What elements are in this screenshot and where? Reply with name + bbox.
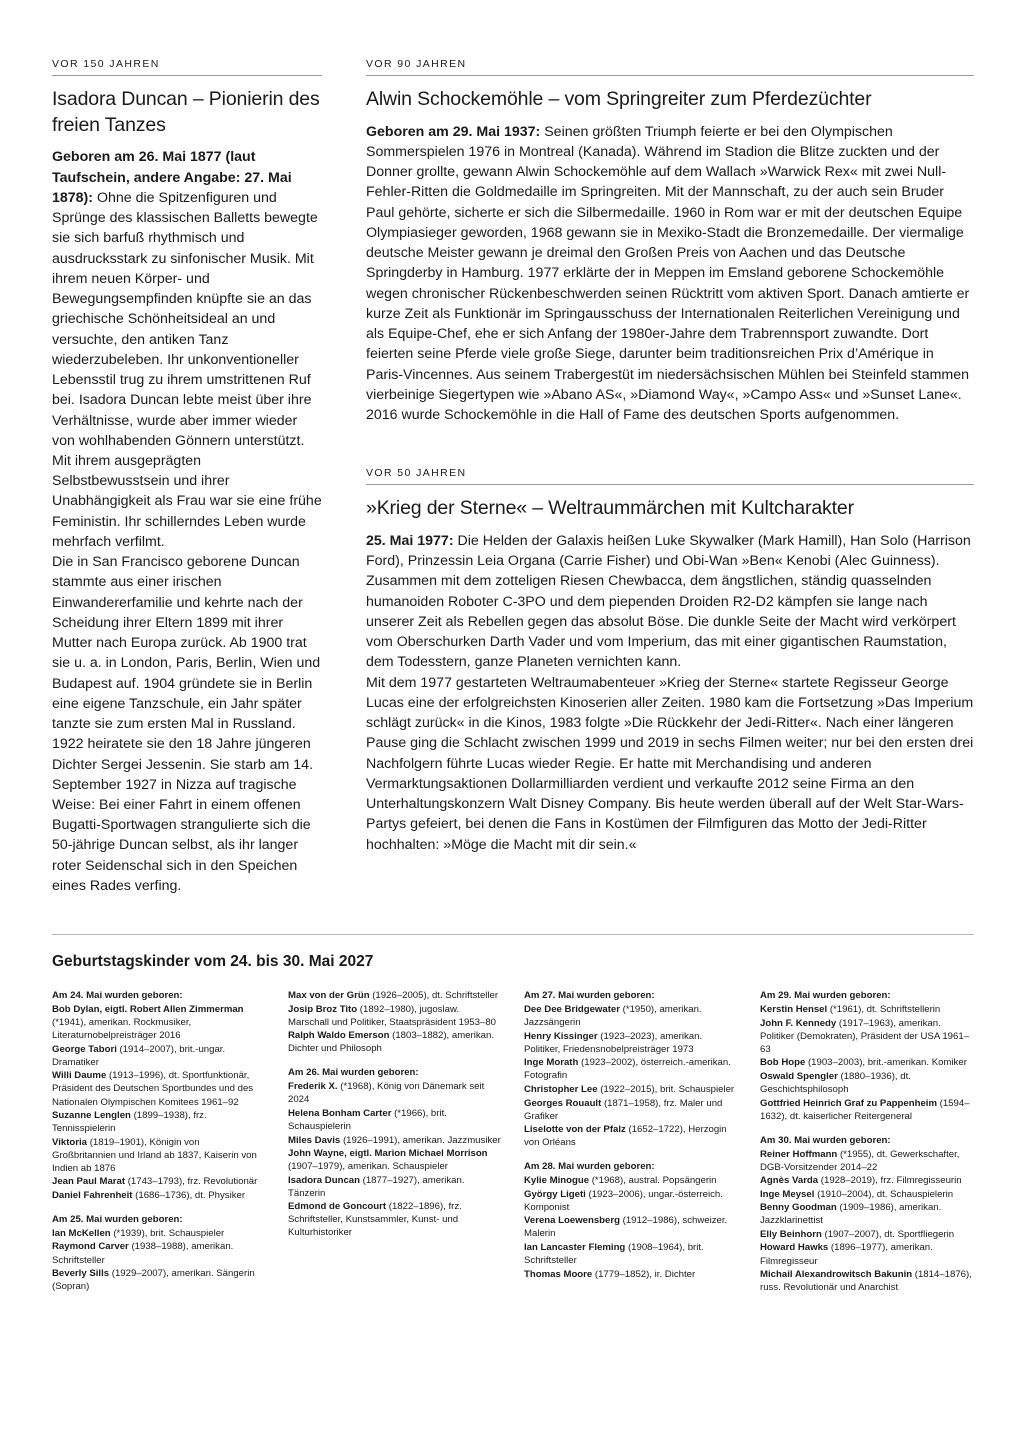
birthday-desc: (*1966), brit. Schauspielerin <box>288 1108 447 1133</box>
birthday-desc: (1923–2002), österreich.-amerikan. Fotografin <box>524 1057 731 1082</box>
article-paragraph: Die in San Francisco geborene Duncan stammte aus einer irischen Einwandererfamilie und kehrte nach der Scheidung ihrer Eltern 1899 mit ihrer Mutter nach Europa zurück. Ab 1900 trat sie u. a. in London, Paris, Berlin, Wien und Budapest auf. 1904 gründete sie in Berlin eine eigene Tanzschule, ein Jahr später tanzte sie zum ersten Mal in Russland. 1922 heiratete sie den 18 Jahre jüngeren Dichter Sergei Jessenin. Sie starb am 14. September 1927 in Nizza auf tragische Weise: Bei einer Fahrt in einem offenen Bugatti-Sportwagen strangulierte sich die 50-jährige Duncan selbst, als ihr langer roter Seidenschal sich in den Speichen eines Rades verfing. <box>52 554 321 894</box>
birthday-group <box>524 1160 738 1280</box>
birthday-desc: (1910–2004), dt. Schauspielerin <box>817 1188 954 1200</box>
birthday-group-title: Am 26. Mai wurden geboren: <box>288 1067 419 1079</box>
article-isadora-duncan <box>52 58 322 896</box>
birthday-name: Kerstin Hensel <box>760 1004 828 1016</box>
list-item <box>760 1228 974 1241</box>
list-item <box>524 1268 738 1281</box>
article-kicker: VOR 150 JAHREN <box>52 58 322 76</box>
birthday-desc: (1903–2003), brit.-amerikan. Komiker <box>807 1057 967 1069</box>
birthday-name: Inge Meysel <box>760 1188 815 1200</box>
birthday-group <box>52 989 266 1202</box>
birthday-group-title: Am 24. Mai wurden geboren: <box>52 990 183 1002</box>
birthday-name: Agnès Varda <box>760 1175 819 1187</box>
birthday-desc: (1929–2007), amerikan. Sängerin (Sopran) <box>52 1268 255 1293</box>
birthday-desc: (1779–1852), ir. Dichter <box>594 1268 696 1280</box>
birthday-desc: (1909–1986), amerikan. Jazzklarinettist <box>760 1202 942 1227</box>
birthday-desc: (1896–1977), amerikan. Filmregisseur <box>760 1242 933 1267</box>
list-item <box>288 989 502 1002</box>
list-item <box>524 1083 738 1096</box>
birthday-desc: (1923–2023), amerikan. Politiker, Friedensnobelpreisträger 1973 <box>524 1030 703 1055</box>
list-item <box>52 1043 266 1069</box>
birthday-desc: (1892–1980), jugoslaw. Marschall und Politiker, Staatspräsident 1953–80 <box>288 1003 496 1028</box>
birthday-desc: (1914–2007), brit.-ungar. Dramatiker <box>52 1043 226 1068</box>
list-item <box>760 1070 974 1096</box>
birthday-name: György Ligeti <box>524 1188 586 1200</box>
birthday-name: Beverly Sills <box>52 1268 110 1280</box>
top-columns <box>52 58 974 896</box>
birthday-group-title: Am 25. Mai wurden geboren: <box>52 1213 183 1225</box>
article-column-left <box>52 58 322 896</box>
birthday-desc: (1907–2007), dt. Sportfliegerin <box>824 1228 955 1240</box>
birthday-name: Gottfried Heinrich Graf zu Pappenheim <box>760 1097 937 1109</box>
birthday-name: Verena Loewensberg <box>524 1215 620 1227</box>
birthday-group <box>760 989 974 1122</box>
birthday-name: Kylie Minogue <box>524 1175 590 1187</box>
list-item <box>524 1214 738 1240</box>
birthdays-column <box>760 989 974 1305</box>
list-item <box>288 1174 502 1200</box>
birthday-name: Willi Daume <box>52 1070 107 1082</box>
birthday-name: Helena Bonham Carter <box>288 1108 392 1120</box>
list-item <box>524 1241 738 1267</box>
birthday-desc: (1923–2006), ungar.-österreich. Komponist <box>524 1188 723 1213</box>
list-item <box>288 1080 502 1106</box>
article-headline: »Krieg der Sterne« – Weltraummärchen mit Kultcharakter <box>366 497 854 520</box>
birthday-name: Reiner Hoffmann <box>760 1148 838 1160</box>
list-item <box>760 1097 974 1123</box>
birthday-desc: (*1939), brit. Schauspieler <box>113 1227 225 1239</box>
list-item <box>52 1136 266 1175</box>
birthday-group <box>760 1134 974 1295</box>
birthday-group-title: Am 30. Mai wurden geboren: <box>760 1134 891 1146</box>
birthday-group <box>52 1213 266 1293</box>
article-lead: Geboren am 26. Mai 1877 (laut Taufschein, andere Angabe: 27. Mai 1878): <box>52 149 292 206</box>
birthday-name: Max von der Grün <box>288 990 370 1002</box>
list-item <box>52 1069 266 1108</box>
birthday-group-title: Am 29. Mai wurden geboren: <box>760 990 891 1002</box>
birthday-desc: (*1968), König von Dänemark seit 2024 <box>288 1081 485 1106</box>
list-item <box>760 1017 974 1056</box>
birthday-desc: (1743–1793), frz. Revolutionär <box>127 1176 258 1188</box>
list-item <box>760 1201 974 1227</box>
article-body: Ohne die Spitzenfiguren und Sprünge des klassischen Balletts bewegte sie sich barfuß rhythmisch und ausdrucksstark zu sinfonischer Musik. Mit ihrem neuen Körper- und Bewegungsempfinden knüpfte sie an das griechische Schönheitsideal an und versuchte, den antiken Tanz wiederzubeleben. Ihr unkonventioneller Lebensstil trug zu ihrem umstrittenen Ruf bei. Isadora Duncan lebte meist über ihre Verhältnisse, wurde aber immer wieder von wohlhabenden Gönnern unterstützt. Mit ihrem ausgeprägten Selbstbewusstsein und ihrer Unabhängigkeit als Frau war sie eine frühe Feministin. Ihr schillerndes Leben wurde mehrfach verfilmt. <box>52 189 322 550</box>
birthday-name: Thomas Moore <box>524 1268 593 1280</box>
birthdays-column <box>288 989 502 1305</box>
birthday-name: Frederik X. <box>288 1081 338 1093</box>
birthday-desc: (1814–1876), russ. Revolutionär und Anarchist <box>760 1269 972 1294</box>
birthday-group <box>524 989 738 1149</box>
list-item <box>288 1147 502 1173</box>
article-lead: Geboren am 29. Mai 1937: <box>366 123 541 140</box>
list-item <box>52 1003 266 1042</box>
birthday-desc: (1822–1896), frz. Schriftsteller, Kunstsammler, Kunst- und Kulturhistoriker <box>288 1201 462 1239</box>
article-body: Die Helden der Galaxis heißen Luke Skywalker (Mark Hamill), Han Solo (Harrison Ford), Prinzessin Leia Organa (Carrie Fisher) und Obi-Wan »Ben« Kenobi (Alec Guinness). Zusammen mit dem zotteligen Riesen Chewbacca, dem ängstlichen, ständig quasselnden humanoiden Roboter C-3PO und dem piependen Droiden R2-D2 kämpfen sie lange nach unserer Zeit als Rebellen gegen das absolut Böse. Die dunkle Seite der Macht wird verkörpert vom Oberschurken Darth Vader und vom Imperium, das mit einer gigantischen Raumstation, dem Todesstern, ganze Planeten vernichten kann. <box>366 532 971 671</box>
list-item <box>760 1188 974 1201</box>
birthday-name: Elly Beinhorn <box>760 1228 822 1240</box>
birthday-name: Ian Lancaster Fleming <box>524 1241 626 1253</box>
birthday-name: Daniel Fahrenheit <box>52 1189 133 1201</box>
list-item <box>524 1056 738 1082</box>
article-paragraph <box>366 122 974 426</box>
birthday-desc: (1926–2005), dt. Schriftsteller <box>372 990 499 1002</box>
article-alwin-schockemoehle <box>366 58 974 425</box>
article-paragraph <box>52 147 322 552</box>
list-item <box>52 1267 266 1293</box>
column-spacer <box>366 425 974 467</box>
list-item <box>760 1241 974 1267</box>
birthday-name: Edmond de Goncourt <box>288 1201 387 1213</box>
birthday-name: Georges Rouault <box>524 1097 602 1109</box>
birthday-desc: (1917–1963), amerikan. Politiker (Demokraten), Präsident der USA 1961–63 <box>760 1017 970 1055</box>
list-item <box>524 1174 738 1187</box>
birthday-desc: (1594–1632), dt. kaiserlicher Reitergeneral <box>760 1097 970 1122</box>
birthday-desc: (1686–1736), dt. Physiker <box>135 1189 246 1201</box>
birthday-name: George Tabori <box>52 1043 117 1055</box>
birthday-name: Inge Morath <box>524 1057 579 1069</box>
birthday-name: Raymond Carver <box>52 1241 129 1253</box>
list-item <box>288 1029 502 1055</box>
list-item <box>52 1109 266 1135</box>
birthday-desc: (1877–1927), amerikan. Tänzerin <box>288 1174 465 1199</box>
birthdays-grid <box>52 989 974 1305</box>
list-item <box>288 1107 502 1133</box>
birthday-name: Bob Hope <box>760 1057 806 1069</box>
article-lead: 25. Mai 1977: <box>366 532 454 549</box>
section-divider <box>52 934 974 935</box>
birthday-name: Suzanne Lenglen <box>52 1110 131 1122</box>
birthday-desc: (1922–2015), brit. Schauspieler <box>600 1083 735 1095</box>
birthday-group-title: Am 28. Mai wurden geboren: <box>524 1161 655 1173</box>
birthday-group-title: Am 27. Mai wurden geboren: <box>524 990 655 1002</box>
list-item <box>524 1123 738 1149</box>
article-headline: Isadora Duncan – Pionierin des freien Tanzes <box>52 88 320 136</box>
birthday-desc: (1908–1964), brit. Schriftsteller <box>524 1241 704 1267</box>
birthday-desc: (1913–1996), dt. Sportfunktionär, Präsident des Deutschen Sportbundes und des Nationalen Olympischen Komitees 1961–92 <box>52 1070 254 1108</box>
article-kicker: VOR 90 JAHREN <box>366 58 974 76</box>
list-item <box>760 1174 974 1187</box>
birthday-name: Dee Dee Bridgewater <box>524 1004 620 1016</box>
list-item <box>524 1097 738 1123</box>
birthday-name: Josip Broz Tito <box>288 1003 358 1015</box>
birthday-desc: (*1968), austral. Popsängerin <box>591 1175 717 1187</box>
page-content <box>52 58 974 1305</box>
birthday-desc: (*1941), amerikan. Rockmusiker, Literaturnobelpreisträger 2016 <box>52 1017 192 1042</box>
list-item <box>760 1056 974 1069</box>
list-item <box>288 1003 502 1029</box>
birthday-desc: (1899–1938), frz. Tennisspielerin <box>52 1110 207 1135</box>
birthday-name: Oswald Spengler <box>760 1070 838 1082</box>
birthday-group <box>288 1066 502 1239</box>
birthday-name: Miles Davis <box>288 1134 341 1146</box>
birthday-desc: (1803–1882), amerikan. Dichter und Philosoph <box>288 1030 495 1055</box>
birthday-group <box>288 989 502 1055</box>
birthday-desc: (*1955), dt. Gewerkschafter, DGB-Vorsitzender 2014–22 <box>760 1148 960 1173</box>
birthday-desc: (*1950), amerikan. Jazzsängerin <box>524 1004 702 1029</box>
birthdays-title: Geburtstagskinder vom 24. bis 30. Mai 2027 <box>52 953 374 971</box>
list-item <box>524 1188 738 1214</box>
article-krieg-der-sterne <box>366 467 974 854</box>
birthday-name: Henry Kissinger <box>524 1030 598 1042</box>
birthdays-column <box>52 989 266 1305</box>
birthday-name: Bob Dylan, eigtl. Robert Allen Zimmerman <box>52 1004 244 1016</box>
list-item <box>52 1175 266 1188</box>
birthday-name: Liselotte von der Pfalz <box>524 1124 626 1136</box>
article-paragraph <box>366 531 974 673</box>
birthday-desc: (1907–1979), amerikan. Schauspieler <box>288 1161 448 1173</box>
list-item <box>760 1003 974 1016</box>
list-item <box>760 1148 974 1174</box>
list-item <box>52 1189 266 1202</box>
birthday-name: Jean Paul Marat <box>52 1176 126 1188</box>
list-item <box>52 1227 266 1240</box>
list-item <box>524 1030 738 1056</box>
birthday-name: John F. Kennedy <box>760 1017 837 1029</box>
list-item <box>760 1268 974 1294</box>
list-item <box>288 1200 502 1239</box>
birthday-name: Viktoria <box>52 1136 88 1148</box>
list-item <box>52 1240 266 1266</box>
article-headline: Alwin Schockemöhle – vom Springreiter zum Pferdezüchter <box>366 88 872 110</box>
article-body: Seinen größten Triumph feierte er bei den Olympischen Sommerspielen 1976 in Montreal (Kanada). Während im Stadion die Blitze zuckten und der Donner grollte, gewann Alwin Schockemöhle auf dem Wallach »Warwick Rex« mit zwei Null-Fehler-Ritten die Goldmedaille im Springreiten. Mit der Mannschaft, zu der auch sein Bruder Paul gehörte, sicherte er sich die Silbermedaille. 1960 in Rom war er mit der deutschen Equipe Olympiasieger geworden, 1968 gewann sie in Mexiko-Stadt die Bronzemedaille. Der viermalige deutsche Meister gewann je dreimal den Großen Preis von Aachen und das Deutsche Springderby in Hamburg. 1977 erklärte der in Meppen im Emsland geborene Schockemöhle wegen chronischer Rückenbeschwerden seinen Rücktritt vom aktiven Sport. Danach amtierte er kurze Zeit als Funktionär im Springausschuss der Internationalen Reiterlichen Vereinigung und als Equipe-Chef, ehe er sich Anfang der 1980er-Jahre dem Trabrennsport zuwandte. Dort feierten seine Pferde viele große Siege, darunter beim traditionsreichen Prix d’Amérique in Paris-Vincennes. Aus seinem Trabergestüt im niedersächsischen Mühlen bei Steinfeld stammen vierbeinige Siegertypen wie »Abano AS«, »Diamond Way«, »Campo Ass« und »Sunset Lane«. 2016 wurde Schockemöhle in die Hall of Fame des deutschen Sports aufgenommen. <box>366 123 970 424</box>
birthday-name: Ian McKellen <box>52 1227 111 1239</box>
article-paragraph: Mit dem 1977 gestarteten Weltraumabenteuer »Krieg der Sterne« startete Regisseur George Lucas eine der erfolgreichsten Kinoserien aller Zeiten. 1980 kam die Fortsetzung »Das Imperium schlägt zurück« in die Kinos, 1983 folgte »Die Rückkehr der Jedi-Ritter«. Nach einer längeren Pause ging die Schlacht zwischen 1999 und 2019 in sechs Filmen weiter; nur bei den ersten drei Nachfolgern führte Lucas wieder Regie. Er hatte mit Merchandising und anderen Vermarktungsaktionen Dollarmilliarden verdient und verkaufte 2012 seine Firma an den Unterhaltungskonzern Walt Disney Company. Bis heute werden überall auf der Welt Star-Wars-Partys gefeiert, bei denen die Fans in Kostümen der Filmfiguren das Motto der Jedi-Ritter hochhalten: »Möge die Macht mit dir sein.« <box>366 674 974 853</box>
birthday-name: Michail Alexandrowitsch Bakunin <box>760 1269 913 1281</box>
birthday-desc: (*1961), dt. Schriftstellerin <box>829 1004 941 1016</box>
birthdays-column <box>524 989 738 1305</box>
birthday-name: Benny Goodman <box>760 1202 837 1214</box>
birthday-name: John Wayne, eigtl. Marion Michael Morrison <box>288 1148 488 1160</box>
article-column-right <box>366 58 974 855</box>
birthday-name: Howard Hawks <box>760 1242 829 1254</box>
birthday-desc: (1880–1936), dt. Geschichtsphilosoph <box>760 1070 911 1095</box>
birthday-desc: (1652–1722), Herzogin von Orléans <box>524 1124 727 1149</box>
birthday-name: Christopher Lee <box>524 1083 598 1095</box>
article-kicker: VOR 50 JAHREN <box>366 467 974 485</box>
birthday-desc: (1938–1988), amerikan. Schriftsteller <box>52 1241 234 1266</box>
birthday-name: Isadora Duncan <box>288 1174 360 1186</box>
list-item <box>288 1134 502 1147</box>
birthday-desc: (1871–1958), frz. Maler und Grafiker <box>524 1097 723 1122</box>
list-item <box>524 1003 738 1029</box>
birthday-desc: (1926–1991), amerikan. Jazzmusiker <box>342 1134 501 1146</box>
birthday-desc: (1928–2019), frz. Filmregisseurin <box>820 1175 962 1187</box>
birthday-name: Ralph Waldo Emerson <box>288 1030 390 1042</box>
birthday-desc: (1819–1901), Königin von Großbritannien und Irland ab 1837, Kaiserin von Indien ab 1876 <box>52 1136 257 1174</box>
birthday-desc: (1912–1986), schweizer. Malerin <box>524 1215 728 1240</box>
